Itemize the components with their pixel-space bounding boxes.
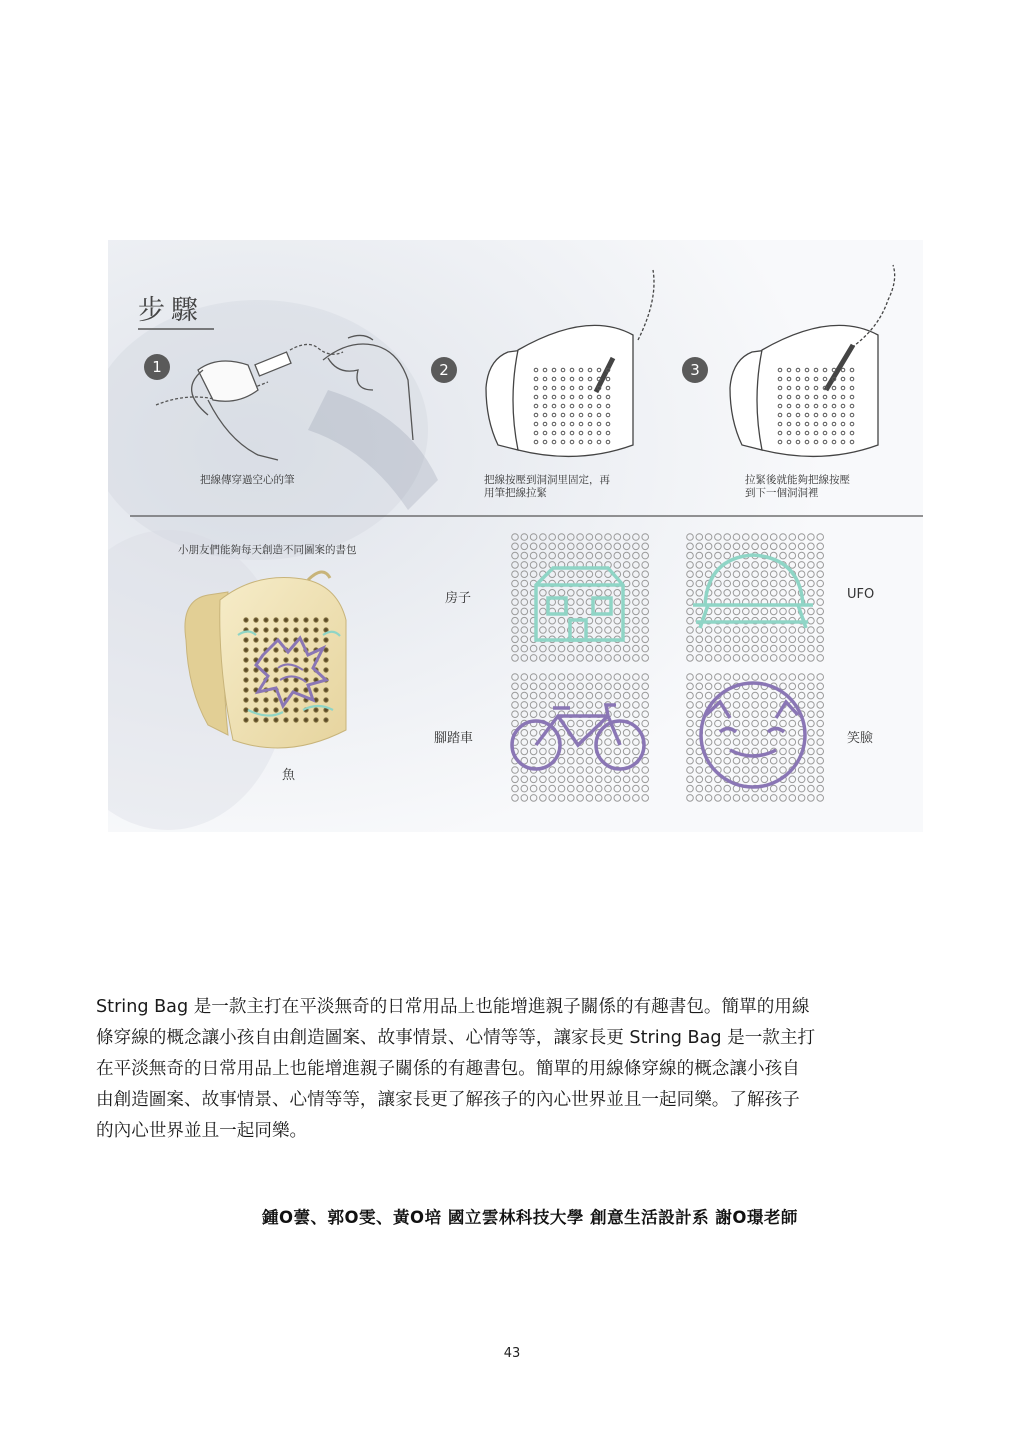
hole xyxy=(294,618,298,622)
hole xyxy=(324,638,328,642)
hole xyxy=(244,658,248,662)
hole xyxy=(264,618,268,622)
hole xyxy=(264,628,268,632)
hole xyxy=(284,618,288,622)
hole xyxy=(264,658,268,662)
paragraph-line-3: 在平淡無奇的日常用品上也能增進親子關係的有趣書包。簡單的用線條穿線的概念讓小孩自 xyxy=(96,1059,800,1079)
hole xyxy=(264,638,268,642)
hole xyxy=(324,648,328,652)
step-3-caption-line-2: 到下一個洞洞裡 xyxy=(745,487,819,499)
hole xyxy=(304,618,308,622)
description-paragraph xyxy=(96,992,932,1147)
paragraph-line-5: 的內心世界並且一起同樂。 xyxy=(96,1121,308,1141)
string-bag-figure xyxy=(108,240,923,832)
ufo-label: UFO xyxy=(847,587,875,602)
hole xyxy=(294,628,298,632)
hole xyxy=(254,698,258,702)
hole xyxy=(294,668,298,672)
hole xyxy=(274,698,278,702)
step-3-badge: 3 xyxy=(682,357,708,383)
figure-illustration xyxy=(108,240,923,832)
hole xyxy=(264,698,268,702)
hole xyxy=(324,618,328,622)
paragraph-line-4: 由創造圖案、故事情景、心情等等，讓家長更了解孩子的內心世界並且一起同樂。了解孩子 xyxy=(96,1090,800,1110)
hole xyxy=(244,648,248,652)
hole xyxy=(314,688,318,692)
hole xyxy=(264,718,268,722)
hole xyxy=(284,658,288,662)
hole xyxy=(294,698,298,702)
author-credit: 鍾O蕓、郭O雯、黃O培 國立雲林科技大學 創意生活設計系 謝O璟老師 xyxy=(262,1208,798,1227)
hole xyxy=(274,658,278,662)
hole xyxy=(324,668,328,672)
hole xyxy=(284,708,288,712)
hole xyxy=(294,718,298,722)
hole xyxy=(244,708,248,712)
smiley-label: 笑臉 xyxy=(847,731,874,746)
kids-caption: 小朋友們能夠每天創造不同圖案的書包 xyxy=(178,544,357,556)
hole xyxy=(284,638,288,642)
hole xyxy=(284,688,288,692)
fish-label: 魚 xyxy=(282,768,296,783)
hole xyxy=(244,668,248,672)
hole xyxy=(284,718,288,722)
hole xyxy=(274,628,278,632)
hole xyxy=(254,678,258,682)
hole xyxy=(304,658,308,662)
paragraph-line-2: 條穿線的概念讓小孩自由創造圖案、故事情景、心情等等，讓家長更 String Bag 是一款主打 xyxy=(96,1028,816,1048)
hole xyxy=(274,718,278,722)
hole xyxy=(244,618,248,622)
hole xyxy=(304,638,308,642)
hole xyxy=(324,698,328,702)
hole xyxy=(314,628,318,632)
hole xyxy=(244,678,248,682)
step-2-caption-line-2: 用筆把線拉緊 xyxy=(484,487,547,499)
hole xyxy=(254,718,258,722)
hole xyxy=(314,708,318,712)
hole xyxy=(294,648,298,652)
hole xyxy=(324,688,328,692)
hole xyxy=(314,638,318,642)
page-number: 43 xyxy=(503,1346,521,1361)
hole xyxy=(274,648,278,652)
hole xyxy=(274,668,278,672)
hole xyxy=(314,718,318,722)
step-1-caption-line: 把線傳穿過空心的筆 xyxy=(200,474,295,486)
hole xyxy=(304,628,308,632)
hole xyxy=(304,668,308,672)
bicycle-label: 腳踏車 xyxy=(434,731,474,746)
hole xyxy=(254,618,258,622)
step-2-caption-line-1: 把線按壓到洞洞里固定，再 xyxy=(484,474,610,486)
hole xyxy=(254,668,258,672)
steps-title: 步驟 xyxy=(138,295,204,326)
hole xyxy=(274,678,278,682)
hole xyxy=(254,708,258,712)
hole xyxy=(304,718,308,722)
hole xyxy=(244,718,248,722)
hole xyxy=(324,658,328,662)
step-3-caption xyxy=(745,474,850,500)
step-2-caption xyxy=(484,474,610,500)
step-1-caption xyxy=(200,474,295,487)
hole xyxy=(244,698,248,702)
hole xyxy=(284,628,288,632)
hole xyxy=(274,708,278,712)
hole xyxy=(254,648,258,652)
hole xyxy=(314,618,318,622)
house-label: 房子 xyxy=(445,591,472,606)
hole xyxy=(284,668,288,672)
hole xyxy=(274,618,278,622)
hole xyxy=(294,658,298,662)
hole xyxy=(254,638,258,642)
hole xyxy=(254,628,258,632)
step-2-badge: 2 xyxy=(431,357,457,383)
step-3-caption-line-1: 拉緊後就能夠把線按壓 xyxy=(745,474,850,486)
hole xyxy=(294,708,298,712)
hole xyxy=(324,718,328,722)
hole xyxy=(264,708,268,712)
hole xyxy=(244,638,248,642)
hole xyxy=(304,688,308,692)
paragraph-line-1: String Bag 是一款主打在平淡無奇的日常用品上也能增進親子關係的有趣書包。簡單的用線 xyxy=(96,997,810,1017)
hole xyxy=(244,688,248,692)
step-1-badge: 1 xyxy=(144,354,170,380)
